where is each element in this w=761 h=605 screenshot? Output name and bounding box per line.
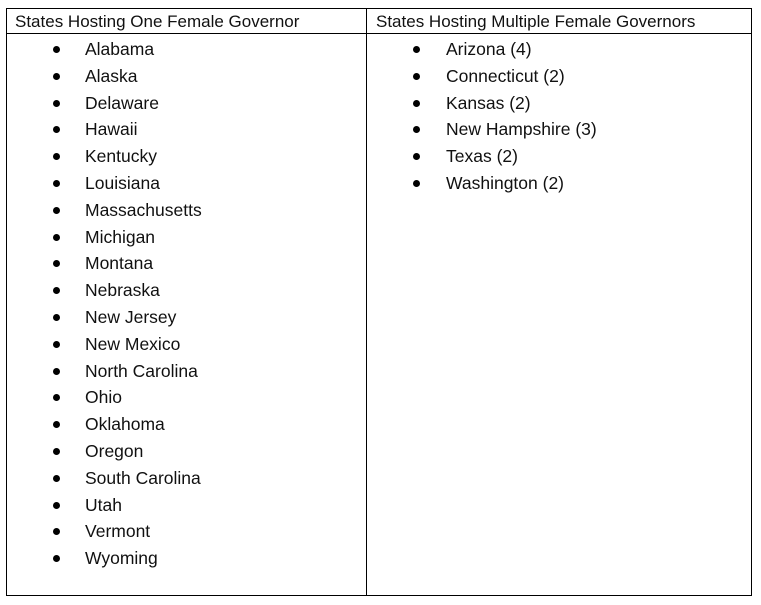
list-item xyxy=(367,116,751,143)
list-item xyxy=(367,90,751,117)
state-name: Kentucky xyxy=(85,146,157,167)
list-item xyxy=(367,36,751,63)
multiple-governors-column xyxy=(367,9,751,595)
multiple-governors-header: States Hosting Multiple Female Governors xyxy=(367,9,751,34)
bullet-icon xyxy=(413,180,420,187)
list-item xyxy=(7,63,366,90)
list-item xyxy=(367,170,751,197)
state-name: North Carolina xyxy=(85,360,198,381)
bullet-icon xyxy=(53,287,60,294)
list-item xyxy=(7,384,366,411)
list-item xyxy=(7,116,366,143)
state-name: Alaska xyxy=(85,65,138,86)
bullet-icon xyxy=(53,126,60,133)
bullet-icon xyxy=(53,475,60,482)
list-item xyxy=(7,465,366,492)
state-name: Texas (2) xyxy=(446,146,518,167)
bullet-icon xyxy=(53,207,60,214)
list-item xyxy=(367,143,751,170)
list-item xyxy=(7,304,366,331)
list-item xyxy=(7,438,366,465)
bullet-icon xyxy=(413,153,420,160)
list-item xyxy=(7,90,366,117)
list-item xyxy=(7,331,366,358)
bullet-icon xyxy=(53,368,60,375)
list-item xyxy=(7,250,366,277)
list-item xyxy=(7,411,366,438)
bullet-icon xyxy=(53,100,60,107)
one-governor-header: States Hosting One Female Governor xyxy=(7,9,366,34)
governors-table xyxy=(6,8,752,596)
state-name: Massachusetts xyxy=(85,199,202,220)
list-item xyxy=(7,545,366,572)
bullet-icon xyxy=(413,126,420,133)
state-name: Nebraska xyxy=(85,280,160,301)
bullet-icon xyxy=(53,73,60,80)
state-name: Arizona (4) xyxy=(446,39,532,59)
bullet-icon xyxy=(53,180,60,187)
list-item xyxy=(7,358,366,385)
state-name: South Carolina xyxy=(85,467,201,488)
bullet-icon xyxy=(53,234,60,241)
state-name: Connecticut (2) xyxy=(446,65,565,86)
state-name: Oregon xyxy=(85,440,144,461)
bullet-icon xyxy=(53,394,60,401)
state-name: Oklahoma xyxy=(85,414,165,435)
bullet-icon xyxy=(53,528,60,535)
bullet-icon xyxy=(53,555,60,562)
one-governor-list xyxy=(7,34,366,572)
list-item xyxy=(7,492,366,519)
list-item xyxy=(7,143,366,170)
bullet-icon xyxy=(53,448,60,455)
bullet-icon xyxy=(413,46,420,53)
state-name: Washington (2) xyxy=(446,172,565,193)
state-name: Vermont xyxy=(85,521,151,542)
list-item xyxy=(7,518,366,545)
state-name: Alabama xyxy=(85,39,155,59)
bullet-icon xyxy=(53,260,60,267)
bullet-icon xyxy=(53,421,60,428)
state-name: Kansas (2) xyxy=(446,92,531,113)
bullet-icon xyxy=(53,341,60,348)
one-governor-column xyxy=(7,9,367,595)
list-item xyxy=(7,170,366,197)
state-name: New Jersey xyxy=(85,306,177,327)
state-name: Hawaii xyxy=(85,119,138,140)
state-name: Ohio xyxy=(85,387,122,408)
state-name: Wyoming xyxy=(85,548,158,569)
bullet-icon xyxy=(53,46,60,53)
state-name: New Hampshire (3) xyxy=(446,119,597,140)
list-item xyxy=(367,63,751,90)
list-item xyxy=(7,277,366,304)
state-name: Montana xyxy=(85,253,154,274)
state-name: Delaware xyxy=(85,92,159,113)
bullet-icon xyxy=(53,502,60,509)
bullet-icon xyxy=(53,153,60,160)
list-item xyxy=(7,36,366,63)
state-name: Louisiana xyxy=(85,172,160,193)
state-name: Michigan xyxy=(85,226,156,247)
bullet-icon xyxy=(413,73,420,80)
state-name: New Mexico xyxy=(85,333,181,354)
list-item xyxy=(7,224,366,251)
bullet-icon xyxy=(413,100,420,107)
state-name: Utah xyxy=(85,494,122,515)
bullet-icon xyxy=(53,314,60,321)
multiple-governors-list xyxy=(367,34,751,197)
list-item xyxy=(7,197,366,224)
